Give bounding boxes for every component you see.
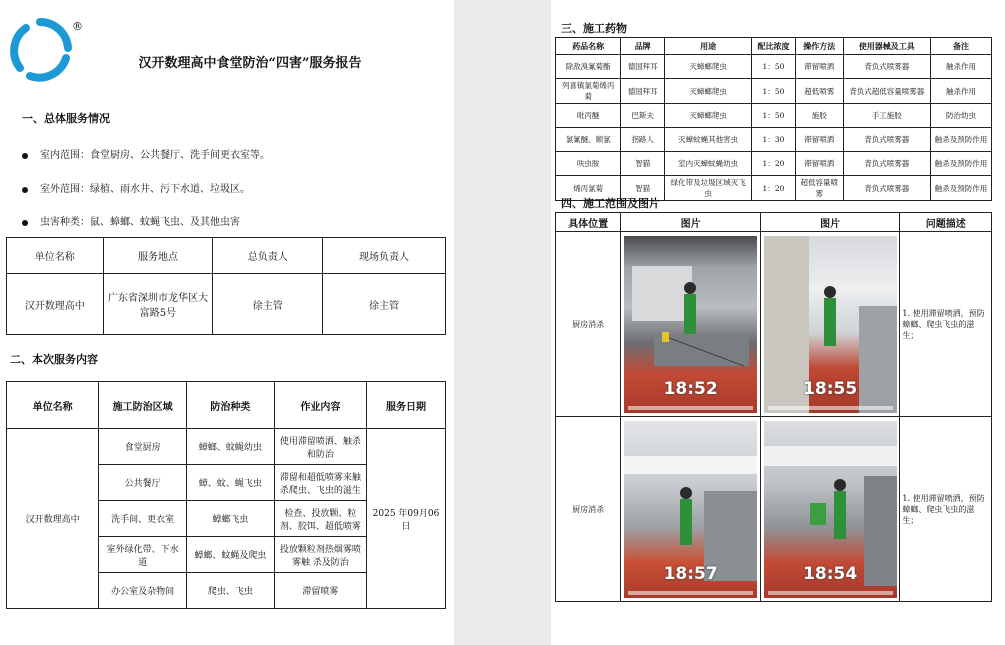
photo-watermark bbox=[768, 591, 893, 595]
kitchen-photo bbox=[624, 236, 757, 413]
chemical-row bbox=[556, 104, 992, 128]
section3-heading: 三、施工药物 bbox=[561, 22, 627, 35]
bullet-dot-icon bbox=[22, 187, 28, 193]
cell-drug: 氯氰醚、顺氯 bbox=[556, 128, 621, 152]
header-photo-1: 图片 bbox=[621, 213, 761, 232]
cell-equipment: 背负式超低容量喷雾器 bbox=[843, 79, 930, 104]
photo-row bbox=[556, 232, 992, 417]
cell-equipment: 背负式喷雾器 bbox=[843, 152, 930, 176]
cell-method: 滞留喷洒 bbox=[795, 55, 843, 79]
bullet-indoor: 室内范围：食堂厨房、公共餐厅、洗手间更衣室等。 bbox=[22, 146, 270, 161]
cell-ratio: 1：30 bbox=[752, 128, 796, 152]
cell-pest: 爬虫、飞虫 bbox=[186, 573, 274, 609]
cell-note: 触杀及预防作用 bbox=[930, 176, 991, 201]
bullet-outdoor: 室外范围：绿植、雨水井、污下水道、垃圾区。 bbox=[22, 180, 250, 195]
cell-equipment: 背负式喷雾器 bbox=[843, 128, 930, 152]
cell-pest: 蟑螂、蚊蝇及爬虫 bbox=[186, 537, 274, 573]
cell-unit: 汉开数理高中 bbox=[7, 274, 104, 335]
cell-brand: 智猫 bbox=[621, 176, 665, 201]
cell-photo bbox=[760, 417, 900, 602]
cell-unit: 汉开数理高中 bbox=[7, 429, 99, 609]
photo-timestamp: 18:54 bbox=[803, 563, 858, 584]
header-equipment: 使用器械及工具 bbox=[843, 38, 930, 55]
cell-note: 触杀及预防作用 bbox=[930, 152, 991, 176]
cell-method: 超低喷雾 bbox=[795, 79, 843, 104]
photo-table bbox=[555, 212, 992, 602]
header-description: 问题描述 bbox=[900, 213, 992, 232]
cell-use: 灭蟑蚊蝇其他害虫 bbox=[664, 128, 751, 152]
cell-equipment: 手工施胶 bbox=[843, 104, 930, 128]
cell-site-manager: 徐主管 bbox=[323, 274, 446, 335]
photo-timestamp: 18:52 bbox=[663, 378, 718, 399]
cell-note: 防治幼虫 bbox=[930, 104, 991, 128]
cell-method: 施胶 bbox=[795, 104, 843, 128]
cell-pest: 蟑、蚊、蝇飞虫 bbox=[186, 465, 274, 501]
cell-use: 绿化带及垃圾区域灭飞虫 bbox=[664, 176, 751, 201]
header-location: 服务地点 bbox=[103, 238, 213, 274]
header-brand: 品牌 bbox=[621, 38, 665, 55]
cell-method: 超低容量喷雾 bbox=[795, 176, 843, 201]
chemical-row bbox=[556, 79, 992, 104]
cell-use: 室内灭蟑蚊蝇幼虫 bbox=[664, 152, 751, 176]
cell-brand: 德国拜耳 bbox=[621, 79, 665, 104]
header-method: 操作方法 bbox=[795, 38, 843, 55]
cell-area: 洗手间、更衣室 bbox=[99, 501, 187, 537]
cell-drug: 列喜镇氯菊烯丙菊 bbox=[556, 79, 621, 104]
header-manager: 总负责人 bbox=[213, 238, 323, 274]
chemical-row bbox=[556, 128, 992, 152]
cell-method: 滞留喷洒 bbox=[795, 152, 843, 176]
cell-use: 灭蟑螂爬虫 bbox=[664, 104, 751, 128]
cell-work: 滞留和超低喷雾来触杀爬虫、飞虫的滋生 bbox=[274, 465, 366, 501]
cell-location: 广东省深圳市龙华区大富路5号 bbox=[103, 274, 213, 335]
service-content-table bbox=[6, 381, 446, 609]
bullet-dot-icon bbox=[22, 220, 28, 226]
cell-drug: 呋虫胺 bbox=[556, 152, 621, 176]
report-page-2 bbox=[551, 0, 1005, 645]
cell-pest: 蟑螂飞虫 bbox=[186, 501, 274, 537]
photo-watermark bbox=[768, 406, 893, 410]
chemicals-table bbox=[555, 37, 992, 201]
cell-equipment: 背负式喷雾器 bbox=[843, 55, 930, 79]
header-work: 作业内容 bbox=[274, 382, 366, 429]
cell-description: 1. 使用滞留喷洒，预防蟑螂、爬虫飞虫的滋生； bbox=[900, 417, 992, 602]
cell-area: 食堂厨房 bbox=[99, 429, 187, 465]
service-info-table bbox=[6, 237, 446, 335]
cell-pest: 蟑螂、蚊蝇幼虫 bbox=[186, 429, 274, 465]
cell-method: 滞留喷洒 bbox=[795, 128, 843, 152]
cell-photo bbox=[621, 232, 761, 417]
header-pest-type: 防治种类 bbox=[186, 382, 274, 429]
header-note: 备注 bbox=[930, 38, 991, 55]
cell-ratio: 1：50 bbox=[752, 104, 796, 128]
photo-row bbox=[556, 417, 992, 602]
cell-drug: 烯丙氯菊 bbox=[556, 176, 621, 201]
cell-note: 触杀作用 bbox=[930, 79, 991, 104]
header-unit: 单位名称 bbox=[7, 238, 104, 274]
chemical-row bbox=[556, 55, 992, 79]
document-title: 汉开数理高中食堂防治“四害”服务报告 bbox=[138, 56, 362, 71]
cell-brand: 智猫 bbox=[621, 152, 665, 176]
cell-ratio: 1：50 bbox=[752, 79, 796, 104]
cell-work: 检查、投放颗、粒剂、胶饵、超低喷雾 bbox=[274, 501, 366, 537]
header-photo-2: 图片 bbox=[760, 213, 900, 232]
page-gap bbox=[454, 0, 551, 645]
photo-watermark bbox=[628, 406, 753, 410]
cell-drug: 除敌溴氰菊酯 bbox=[556, 55, 621, 79]
header-ratio: 配比浓度 bbox=[752, 38, 796, 55]
header-location: 具体位置 bbox=[556, 213, 621, 232]
header-site-manager: 现场负责人 bbox=[323, 238, 446, 274]
header-date: 服务日期 bbox=[366, 382, 445, 429]
cell-ratio: 1：20 bbox=[752, 176, 796, 201]
cell-ratio: 1：50 bbox=[752, 55, 796, 79]
header-drug: 药品名称 bbox=[556, 38, 621, 55]
cell-work: 滞留喷雾 bbox=[274, 573, 366, 609]
chemical-row bbox=[556, 152, 992, 176]
cell-date: 2025 年09月06日 bbox=[366, 429, 445, 609]
cell-location: 厨房消杀 bbox=[556, 417, 621, 602]
bullet-dot-icon bbox=[22, 153, 28, 159]
cell-work: 投放颗粒剂热烟雾喷雾触 杀及防治 bbox=[274, 537, 366, 573]
cell-brand: 巴斯夫 bbox=[621, 104, 665, 128]
company-logo-icon bbox=[8, 18, 72, 82]
cell-equipment: 背负式喷雾器 bbox=[843, 176, 930, 201]
bullet-pests: 虫害种类：鼠、蟑螂、蚊蝇飞虫、及其他虫害 bbox=[22, 213, 240, 228]
cell-brand: 拐路人 bbox=[621, 128, 665, 152]
photo-watermark bbox=[628, 591, 753, 595]
cell-use: 灭蟑螂爬虫 bbox=[664, 55, 751, 79]
cell-drug: 吡丙醚 bbox=[556, 104, 621, 128]
photo-timestamp: 18:57 bbox=[663, 563, 718, 584]
cell-area: 办公室及杂物间 bbox=[99, 573, 187, 609]
cell-ratio: 1：20 bbox=[752, 152, 796, 176]
header-unit: 单位名称 bbox=[7, 382, 99, 429]
cell-work: 使用滞留喷洒、触杀和防治 bbox=[274, 429, 366, 465]
kitchen-photo bbox=[764, 236, 897, 413]
photo-timestamp: 18:55 bbox=[803, 378, 858, 399]
cell-photo bbox=[621, 417, 761, 602]
registered-mark: ® bbox=[72, 20, 83, 33]
kitchen-photo bbox=[764, 421, 897, 598]
cell-location: 厨房消杀 bbox=[556, 232, 621, 417]
cell-area: 公共餐厅 bbox=[99, 465, 187, 501]
section2-heading: 二、本次服务内容 bbox=[10, 353, 98, 366]
cell-description: 1. 使用滞留喷洒，预防蟑螂、爬虫飞虫的滋生； bbox=[900, 232, 992, 417]
section4-heading: 四、施工范围及图片 bbox=[561, 197, 660, 210]
cell-manager: 徐主管 bbox=[213, 274, 323, 335]
cell-note: 触杀作用 bbox=[930, 55, 991, 79]
cell-photo bbox=[760, 232, 900, 417]
cell-use: 灭蟑螂爬虫 bbox=[664, 79, 751, 104]
kitchen-photo bbox=[624, 421, 757, 598]
section1-heading: 一、总体服务情况 bbox=[22, 112, 110, 125]
cell-brand: 德国拜耳 bbox=[621, 55, 665, 79]
header-area: 施工防治区域 bbox=[99, 382, 187, 429]
cell-note: 触杀及预防作用 bbox=[930, 128, 991, 152]
header-use: 用途 bbox=[664, 38, 751, 55]
report-page-1 bbox=[0, 0, 454, 645]
cell-area: 室外绿化带、下水道 bbox=[99, 537, 187, 573]
